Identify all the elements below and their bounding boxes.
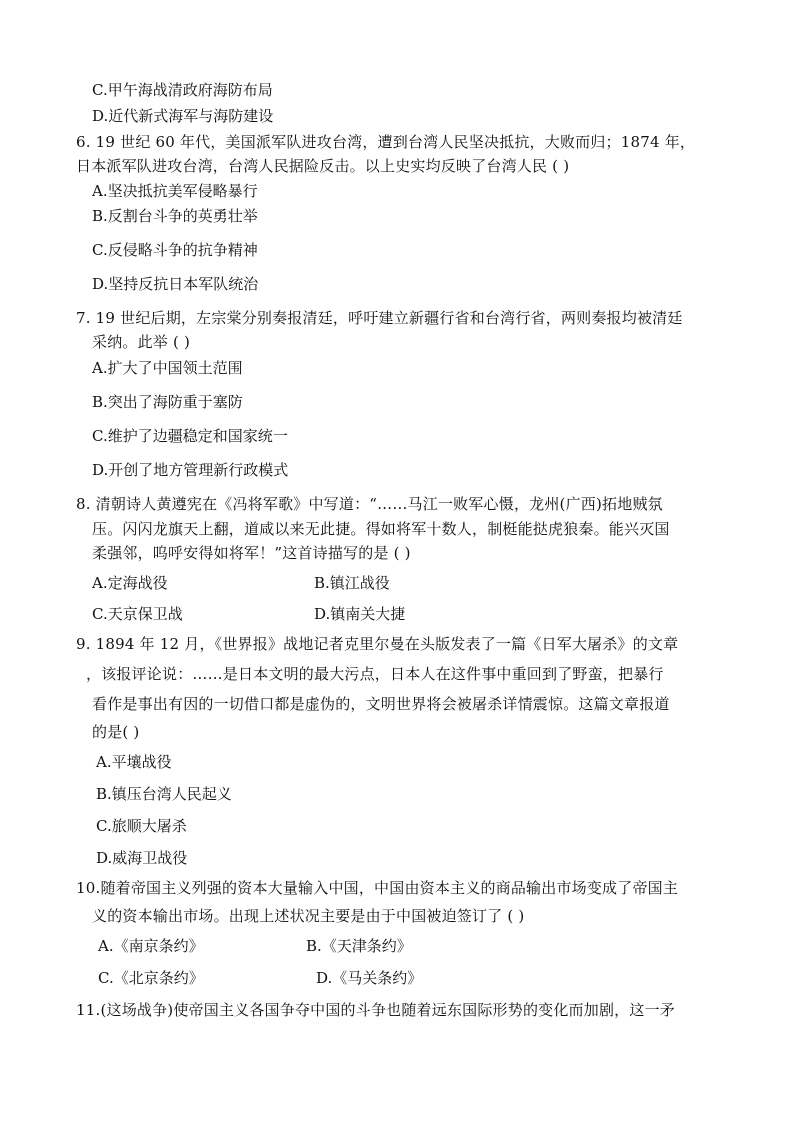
q8-option-c: C.天京保卫战 bbox=[92, 605, 183, 623]
q9-option-b: B.镇压台湾人民起义 bbox=[96, 785, 232, 803]
q6-option-c: C.反侵略斗争的抗争精神 bbox=[92, 241, 258, 259]
q6-option-b: B.反割台斗争的英勇壮举 bbox=[92, 207, 258, 225]
q10-stem-line-2: 义的资本输出市场。出现上述状况主要是由于中国被迫签订了 ( ) bbox=[92, 907, 525, 925]
q10-option-b: B.《天津条约》 bbox=[306, 937, 412, 955]
q11-stem-line-1: 11.(这场战争)使帝国主义各国争夺中国的斗争也随着远东国际形势的变化而加剧，这一矛 bbox=[76, 1001, 675, 1019]
q8-option-b: B.镇江战役 bbox=[314, 574, 390, 592]
q9-option-d: D.威海卫战役 bbox=[96, 849, 188, 867]
q7-stem-line-2: 采纳。此举 ( ) bbox=[92, 333, 191, 351]
q7-option-b: B.突出了海防重于塞防 bbox=[92, 393, 243, 411]
q8-stem-line-1: 8. 清朝诗人黄遵宪在《冯将军歌》中写道：“……马江一败军心慑，龙州(广西)拓地贼氛 bbox=[76, 495, 663, 513]
q6-stem-line-2: 日本派军队进攻台湾，台湾人民据险反击。以上史实均反映了台湾人民 ( ) bbox=[76, 157, 570, 175]
q8-stem-line-3: 柔强邻，呜呼安得如将军！”这首诗描写的是 ( ) bbox=[92, 544, 411, 562]
q9-option-c: C.旅顺大屠杀 bbox=[96, 817, 187, 835]
q10-option-c: C.《北京条约》 bbox=[98, 969, 204, 987]
q7-option-a: A.扩大了中国领土范围 bbox=[92, 359, 243, 377]
q9-stem-line-3: 看作是事出有因的一切借口都是虚伪的，文明世界将会被屠杀详情震惊。这篇文章报道 bbox=[92, 695, 670, 713]
q5-option-d: D.近代新式海军与海防建设 bbox=[92, 107, 274, 125]
q7-stem-line-1: 7. 19 世纪后期，左宗棠分别奏报清廷，呼吁建立新疆行省和台湾行省，两则奏报均被清廷 bbox=[76, 309, 683, 327]
q5-option-c: C.甲午海战清政府海防布局 bbox=[92, 81, 273, 99]
q9-stem-line-2: ，该报评论说：……是日本文明的最大污点，日本人在这件事中重回到了野蛮，把暴行 bbox=[86, 665, 664, 683]
q10-stem-line-1: 10.随着帝国主义列强的资本大量输入中国，中国由资本主义的商品输出市场变成了帝国主 bbox=[76, 879, 679, 897]
q6-option-d: D.坚持反抗日本军队统治 bbox=[92, 275, 259, 293]
q8-option-a: A.定海战役 bbox=[92, 574, 168, 592]
q6-stem-line-1: 6. 19 世纪 60 年代，美国派军队进攻台湾，遭到台湾人民坚决抵抗，大败而归；1874 年， bbox=[76, 133, 696, 151]
q10-option-d: D.《马关条约》 bbox=[316, 969, 423, 987]
q8-stem-line-2: 压。闪闪龙旗天上翻，道咸以来无此捷。得如将军十数人，制梃能挞虎狼秦。能兴灭国 bbox=[92, 520, 670, 538]
q9-option-a: A.平壤战役 bbox=[96, 753, 172, 771]
q8-option-d: D.镇南关大捷 bbox=[314, 605, 406, 623]
q10-option-a: A.《南京条约》 bbox=[98, 937, 204, 955]
q7-option-d: D.开创了地方管理新行政模式 bbox=[92, 461, 289, 479]
q6-option-a: A.坚决抵抗美军侵略暴行 bbox=[92, 182, 258, 200]
q9-stem-line-1: 9. 1894 年 12 月，《世界报》战地记者克里尔曼在头版发表了一篇《日军大屠杀》的文章 bbox=[76, 635, 679, 653]
q9-stem-line-4: 的是( ) bbox=[92, 723, 140, 741]
q7-option-c: C.维护了边疆稳定和国家统一 bbox=[92, 427, 288, 445]
